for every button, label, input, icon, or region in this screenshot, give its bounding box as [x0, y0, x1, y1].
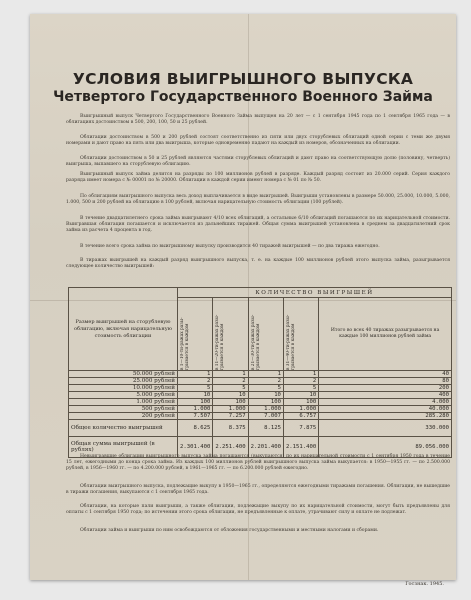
table-cell: 1: [283, 371, 318, 378]
table-row: [69, 385, 452, 392]
document-subtitle: Четвертого Государственного Военного Займа: [53, 89, 433, 105]
table-cell: 5: [248, 385, 283, 392]
table-cell: 2.151.400: [283, 437, 318, 458]
table-cell: 7.875: [283, 420, 318, 437]
table-row: [69, 378, 452, 385]
prize-table: [68, 287, 452, 458]
table-row: [69, 399, 452, 406]
prize-amount: 200 рублей: [69, 413, 178, 420]
total-sum-label: Общая сумма выигрышей (в рублях): [69, 437, 178, 458]
paragraph: Выигрышный выпуск займа делится на разряды по 100 миллионов рублей в разряде. Каждый разряд состоит из 20.000 серий. Серия каждого разряда имеет номера с № 00001 по № 20000. Облигации в каждой серии имеют номера с № 01 по № 50.: [66, 172, 450, 183]
table-cell: 1: [248, 371, 283, 378]
table-cell: 200: [319, 385, 452, 392]
table-cell: 1: [213, 371, 248, 378]
table-cell: 2.201.400: [248, 437, 283, 458]
prize-amount: 5.000 рублей: [69, 392, 178, 399]
table-cell: 2: [283, 378, 318, 385]
table-cell: 2: [248, 378, 283, 385]
table-cell: 2: [213, 378, 248, 385]
table-cell: 100: [248, 399, 283, 406]
prize-amount: 1.000 рублей: [69, 399, 178, 406]
table-cell: 330.000: [319, 420, 452, 437]
table-cell: 7.507: [178, 413, 213, 420]
paragraph: Облигации займа и выигрыши по ним освобождаются от обложения государственными и местными налогами и сборами.: [80, 528, 379, 533]
paragraph: Невыигравшие облигации выигрышного выпуска займа погашаются (выкупаются) по их нарицательной стоимости с 1 сентября 1950 года в течение 15 лет, ежегодными до конца срока займа. Из каждых 100 миллионов рублей выигрышного выпуска займа выкупается: в 1950—1955 гг. — по 2.500.000 рублей, в 1956—1960 гг. — по 4.200.000 рублей, в 1961—1965 гг. — по 6.200.000 рублей ежегодно.: [66, 454, 450, 471]
table-row: [69, 413, 452, 420]
paragraph: В тиражах выигрышей на каждый разряд выигрышного выпуска, т. е. на каждые 100 миллионов рублей этого выпуска займа, разыгрывается следующее количество выигрышей:: [66, 258, 450, 269]
table-cell: 5: [283, 385, 318, 392]
table-cell: 1.000: [283, 406, 318, 413]
paragraph: Выигрышный выпуск Четвертого Государственного Военного Займа выпущен на 20 лет — с 1 сентября 1945 года по 1 сентября 1965 года — в облигациях достоинством в 500, 200, 100, 50 и 25 рублей.: [66, 114, 450, 125]
table-cell: 8.125: [248, 420, 283, 437]
table-cell: 1.000: [248, 406, 283, 413]
table-cell: 400: [319, 392, 452, 399]
paragraph: Облигации достоинством в 500 и 200 рублей состоят соответственно из пяти или двух сторублевых облигаций одной серии с теми же двумя номерами и дают право на пять или два выигрыша, которые одновременно падают на каждый из номеров, обозначенных на облигации.: [66, 135, 450, 146]
prize-amount: 500 рублей: [69, 406, 178, 413]
prize-amount: 10.000 рублей: [69, 385, 178, 392]
document-title: УСЛОВИЯ ВЫИГРЫШНОГО ВЫПУСКА: [72, 70, 414, 88]
table-row: [69, 371, 452, 378]
table-cell: 5: [213, 385, 248, 392]
table-cell: 1: [178, 371, 213, 378]
paragraph: В течение всего срока займа по выигрышному выпуску производится 40 тиражей выигрышей — по два тиража ежегодно.: [80, 244, 380, 249]
table-row: [69, 392, 452, 399]
paragraph: Облигации достоинством в 50 и 25 рублей являются частями сторублевых облигаций и дают право на соответствующую долю (половину, четверть) выигрыша, выпавшего на сторублевую облигацию.: [66, 156, 450, 167]
table-cell: 100: [283, 399, 318, 406]
column-header: в 21—30-ти-ражах разы-грывается в каждом: [248, 298, 283, 371]
table-cell: 6.757: [283, 413, 318, 420]
table-cell: 100: [178, 399, 213, 406]
table-cell: 8.625: [178, 420, 213, 437]
bond-sheet: [30, 14, 456, 587]
table-cell: 4.000: [319, 399, 452, 406]
column-header: в 11—20-ти-ражах разы-грывается в каждом: [213, 298, 248, 371]
total-count-label: Общее количество выигрышей: [69, 420, 178, 437]
table-cell: 100: [213, 399, 248, 406]
prize-amount: 50.000 рублей: [69, 371, 178, 378]
table-cell: 1.000: [178, 406, 213, 413]
printer-mark: Госзнак. 1945.: [405, 581, 444, 587]
table-cell: 2: [178, 378, 213, 385]
paragraph: Облигации выигрышного выпуска, подлежащие выкупу в 1950—1965 гг., определяются ежегодными тиражами погашения. Облигации, не вышедшие в тиражи погашения, выкупаются с 1 сентября 1965 года.: [66, 484, 450, 495]
total-count-row: [69, 420, 452, 437]
table-cell: 89.056.000: [319, 437, 452, 458]
table-cell: 10: [178, 392, 213, 399]
table-cell: 8.375: [213, 420, 248, 437]
table-cell: 2.301.400: [178, 437, 213, 458]
paragraph: Облигации, на которые пали выигрыши, а также облигации, подлежащие выкупу по их нарицательной стоимости, могут быть предъявлены для оплаты с 1 сентября 1950 года; по истечении этого срока облигации, не предъявленные к оплате, утрачивают силу и оплате не подлежат.: [66, 504, 450, 515]
table-cell: 5: [178, 385, 213, 392]
paragraph: По облигациям выигрышного выпуска весь доход выплачивается в виде выигрышей. Выигрыши установлены в размере 50.000, 25.000, 10.000, 5.000, 1.000, 500 и 200 рублей на облигацию в 100 рублей, включая нарицательную стоимость облигации (100 рублей).: [66, 194, 450, 205]
table-cell: 10: [213, 392, 248, 399]
column-header-total: Итого во всех 40 тиражах разыгрывается на каждые 100 миллионов рублей займа: [319, 298, 452, 371]
table-cell: 80: [319, 378, 452, 385]
table-cell: 7.007: [248, 413, 283, 420]
table-row: [69, 406, 452, 413]
paragraph: В течение двадцатилетнего срока займа выигрывают 4/10 всех облигаций, а остальные 6/10 облигаций погашаются по их нарицательной стоимости. Выигравшая облигация погашается и исключается из дальнейших тиражей. Общая сумма выигрышей установлена в среднем за двадцатилетний срок займа из расчета 4 процента в год.: [66, 216, 450, 233]
table-cell: 2.251.400: [213, 437, 248, 458]
table-cell: 285.280: [319, 413, 452, 420]
table-cell: 40.000: [319, 406, 452, 413]
table-cell: 10: [248, 392, 283, 399]
table-cell: 1.000: [213, 406, 248, 413]
prize-count-header: КОЛИЧЕСТВО ВЫИГРЫШЕЙ: [178, 288, 452, 298]
prize-amount: 25.000 рублей: [69, 378, 178, 385]
table-cell: 10: [283, 392, 318, 399]
prize-size-header: Размер выигрышей на сторублевую облигацию, включая нарицательную стоимость облигации: [69, 288, 178, 371]
column-header: в 1—10-ти-ражах разы-грывается в каждом: [178, 298, 213, 371]
table-cell: 40: [319, 371, 452, 378]
table-cell: 7.257: [213, 413, 248, 420]
column-header: в 31—40-ти-ражах разы-грывается в каждом: [283, 298, 318, 371]
